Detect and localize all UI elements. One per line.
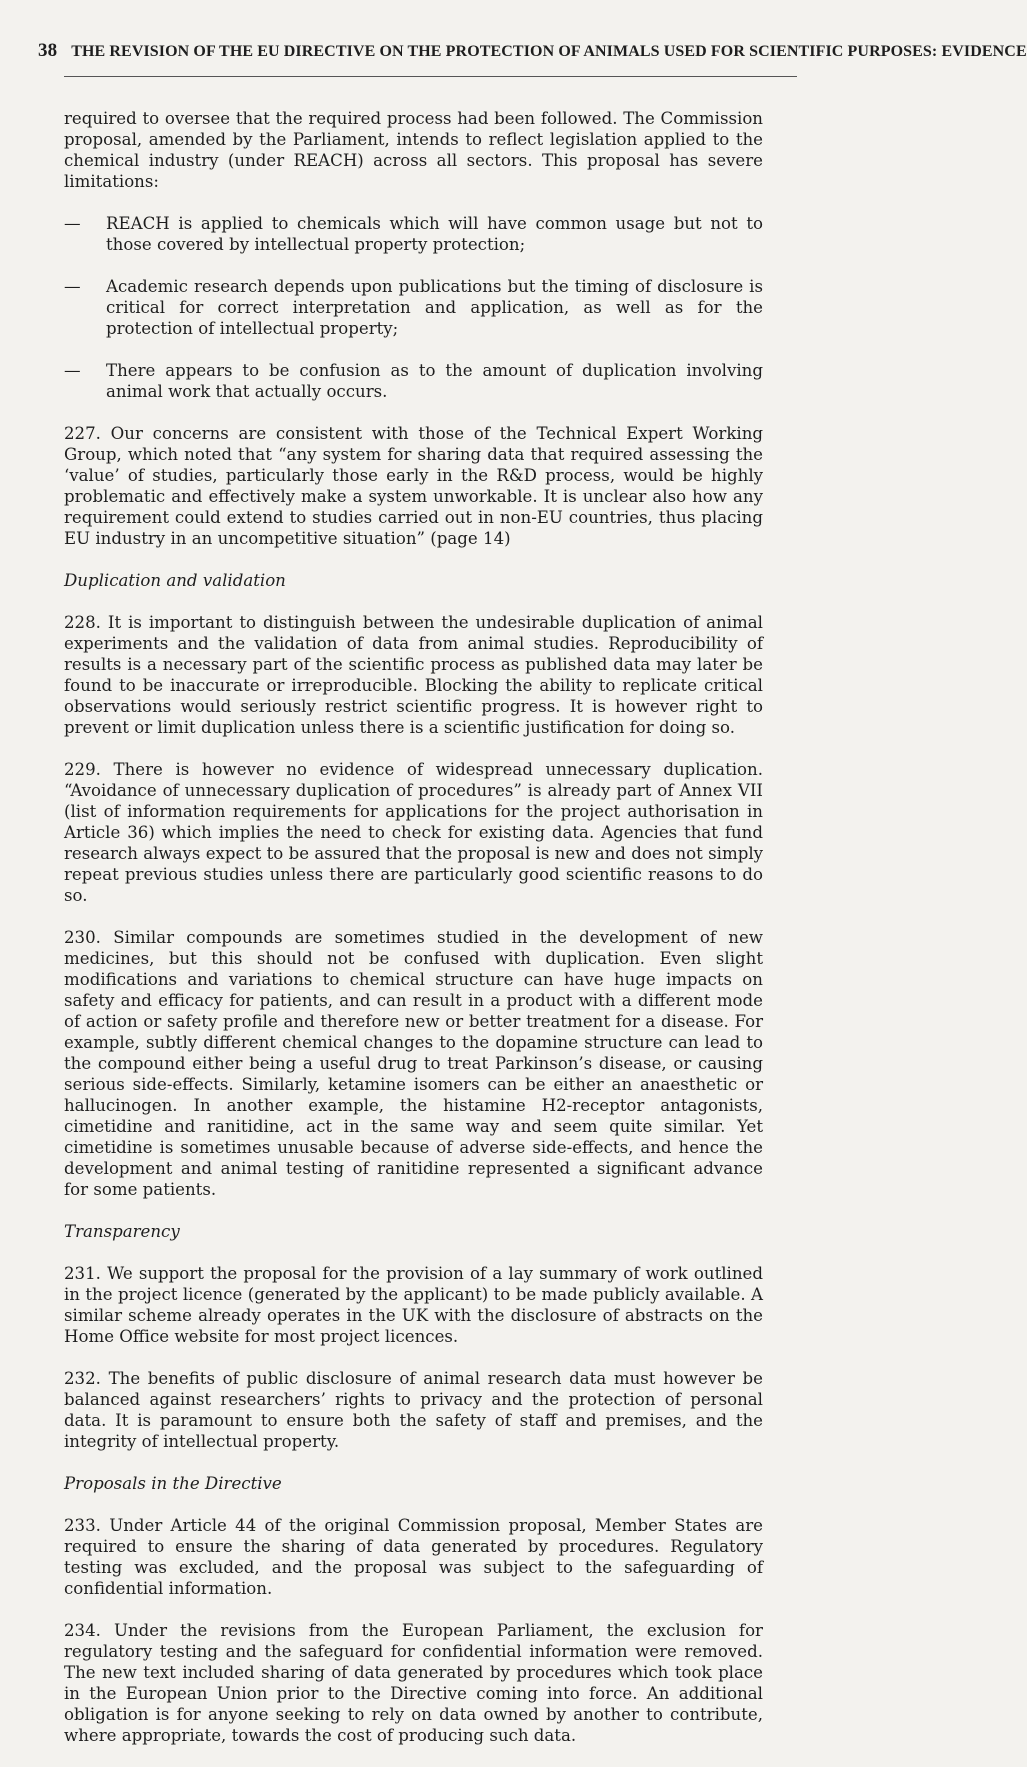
paragraph-228: 228. It is important to distinguish between the undesirable duplication of animal experiments and the validation of data from animal studies. Reproducibility of results is a necessary part of the scientific process as published data may later be found to be inaccurate or irreproducible. Blocking the ability to replicate critical observations would seriously restrict scientific progress. It is however right to prevent or limit duplication unless there is a scientific justification for doing so.: [64, 613, 763, 737]
paragraph-231: 231. We support the proposal for the provision of a lay summary of work outlined in the project licence (generated by the applicant) to be made publicly available. A similar scheme already operates in the UK with the disclosure of abstracts on the Home Office website for most project licences.: [64, 1264, 763, 1346]
paragraph-230: 230. Similar compounds are sometimes studied in the development of new medicines, but this should not be confused with duplication. Even slight modifications and variations to chemical structure can have huge impacts on safety and efficacy for patients, and can result in a product with a different mode of action or safety profile and therefore new or better treatment for a disease. For example, subtly different chemical changes to the dopamine structure can lead to the compound either being a useful drug to treat Parkinson’s disease, or causing serious side-effects. Similarly, ketamine isomers can be either an anaesthetic or hallucinogen. In another example, the histamine H2-receptor antagonists, cimetidine and ranitidine, act in the same way and seem quite similar. Yet cimetidine is sometimes unusable because of adverse side-effects, and hence the development and animal testing of ranitidine represented a significant advance for some patients.: [64, 928, 763, 1199]
paragraph-233: 233. Under Article 44 of the original Commission proposal, Member States are required to ensure the sharing of data generated by procedures. Regulatory testing was excluded, and the proposal was subject to the safeguarding of confidential information.: [64, 1516, 763, 1598]
dash-marker: —: [64, 361, 81, 380]
heading-duplication: Duplication and validation: [64, 571, 286, 590]
paragraph-232: 232. The benefits of public disclosure of animal research data must however be balanced against researchers’ rights to privacy and the protection of personal data. It is paramount to ensure both the safety of staff and premises, and the integrity of intellectual property.: [64, 1369, 763, 1451]
paragraph-227: 227. Our concerns are consistent with those of the Technical Expert Working Group, which noted that “any system for sharing data that required assessing the ‘value’ of studies, particularly those early in the R&D process, would be highly problematic and effectively make a system unworkable. It is unclear also how any requirement could extend to studies carried out in non-EU countries, thus placing EU industry in an uncompetitive situation” (page 14): [64, 424, 763, 548]
dash-marker: —: [64, 277, 81, 296]
page-number: 38: [38, 40, 58, 61]
list-item: — Academic research depends upon publications but the timing of disclosure is critical for correct interpretation and application, as well as for the protection of intellectual property;: [64, 277, 763, 338]
header-title: THE REVISION OF THE EU DIRECTIVE ON THE PROTECTION OF ANIMALS USED FOR SCIENTIFIC PURPOSES: EVIDENCE: [71, 43, 1027, 60]
list-item: — There appears to be confusion as to the amount of duplication involving animal work that actually occurs.: [64, 361, 763, 401]
paragraph-229: 229. There is however no evidence of widespread unnecessary duplication. “Avoidance of unnecessary duplication of procedures” is already part of Annex VII (list of information requirements for applications for the project authorisation in Article 36) which implies the need to check for existing data. Agencies that fund research always expect to be assured that the proposal is new and does not simply repeat previous studies unless there are particularly good scientific reasons to do so.: [64, 760, 763, 905]
list-item: — REACH is applied to chemicals which will have common usage but not to those covered by intellectual property protection;: [64, 214, 763, 254]
running-header: [38, 40, 1027, 62]
header-rule: [64, 76, 797, 77]
paragraph-234: 234. Under the revisions from the European Parliament, the exclusion for regulatory testing and the safeguard for confidential information were removed. The new text included sharing of data generated by procedures which took place in the European Union prior to the Directive coming into force. An additional obligation is for anyone seeking to rely on data owned by another to contribute, where appropriate, towards the cost of producing such data.: [64, 1621, 763, 1745]
dash-marker: —: [64, 214, 81, 233]
intro-paragraph: required to oversee that the required process had been followed. The Commission proposal, amended by the Parliament, intends to reflect legislation applied to the chemical industry (under REACH) across all sectors. This proposal has severe limitations:: [64, 109, 763, 191]
heading-proposals: Proposals in the Directive: [64, 1474, 282, 1493]
limitations-list: [64, 213, 763, 402]
document-body: [64, 108, 763, 1767]
heading-transparency: Transparency: [64, 1222, 180, 1241]
